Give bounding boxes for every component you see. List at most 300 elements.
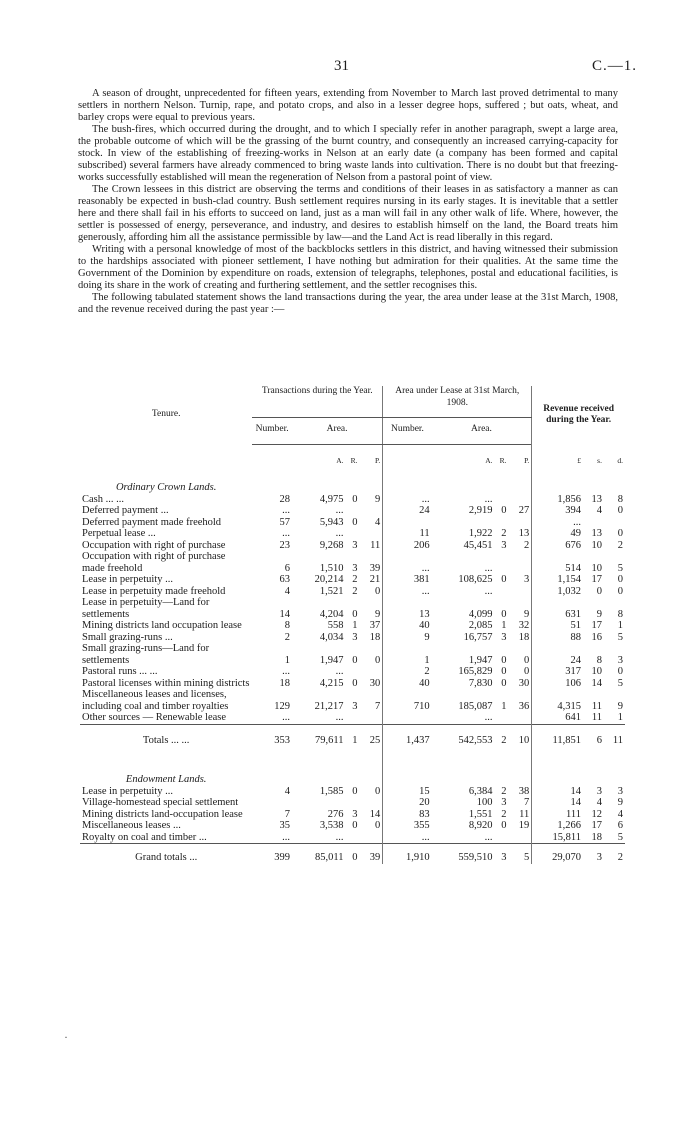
revenue-pence-cell: 0 bbox=[617, 585, 623, 597]
tenure-cell: Deferred payment ... bbox=[82, 505, 169, 516]
revenue-pounds-cell: 631 bbox=[532, 597, 583, 620]
lease-perches-cell: 36 bbox=[518, 700, 530, 712]
lease-perches-cell: 0 bbox=[524, 666, 530, 677]
transactions-number-cell: 353 bbox=[252, 724, 292, 758]
lease-acres-cell: 45,451 bbox=[463, 539, 493, 551]
unit-shillings: s. bbox=[597, 455, 602, 465]
table-row bbox=[80, 586, 625, 598]
table-row bbox=[80, 820, 625, 832]
lease-number-cell: 13 bbox=[383, 597, 432, 620]
transactions-acres-cell: 85,011 bbox=[292, 844, 346, 864]
unit-perches: P. bbox=[375, 455, 381, 465]
lease-acres-cell: ... bbox=[484, 493, 493, 505]
lease-number-cell: ... bbox=[383, 832, 432, 844]
revenue-pounds-cell: 15,811 bbox=[532, 832, 583, 844]
lease-perches-cell bbox=[509, 832, 532, 844]
lease-roods-cell bbox=[495, 551, 509, 574]
lease-acres-cell: 100 bbox=[476, 797, 493, 808]
transactions-acres-cell bbox=[292, 797, 346, 809]
transactions-roods-cell: 0 bbox=[352, 820, 358, 831]
header-revenue: Revenue received during the Year. bbox=[532, 386, 625, 444]
page-number: 31 bbox=[334, 58, 349, 74]
units-row bbox=[80, 444, 625, 466]
revenue-shillings-cell: 0 bbox=[596, 585, 602, 597]
revenue-pounds-cell: 14 bbox=[532, 786, 583, 798]
lease-number-cell: 15 bbox=[383, 786, 432, 798]
revenue-pence-cell: 2 bbox=[604, 844, 625, 864]
revenue-pence-cell: 5 bbox=[617, 677, 623, 689]
lease-roods-cell bbox=[495, 586, 509, 598]
lease-perches-cell: 0 bbox=[524, 654, 530, 666]
unit-roods: R. bbox=[499, 455, 507, 465]
transactions-perches-cell: 37 bbox=[369, 620, 381, 631]
table-row bbox=[80, 678, 625, 690]
revenue-shillings-cell: 10 bbox=[591, 666, 602, 677]
lease-acres-cell: 16,757 bbox=[463, 631, 493, 643]
transactions-number-cell: 63 bbox=[279, 574, 290, 585]
transactions-roods-cell bbox=[346, 797, 360, 809]
lease-number-cell bbox=[383, 712, 432, 724]
transactions-acres-cell: ... bbox=[335, 528, 344, 539]
lease-number-cell: 710 bbox=[383, 689, 432, 712]
lease-roods-cell: 2 bbox=[501, 528, 507, 539]
revenue-pence-cell: 0 bbox=[617, 505, 623, 516]
transactions-acres-cell: 3,538 bbox=[319, 820, 344, 831]
transactions-acres-cell: 1,521 bbox=[319, 585, 344, 597]
grand-totals-row bbox=[80, 844, 625, 864]
transactions-roods-cell: 0 bbox=[352, 608, 358, 620]
revenue-pence-cell: 9 bbox=[617, 700, 623, 712]
revenue-shillings-cell: 10 bbox=[591, 539, 602, 551]
lease-number-cell: 83 bbox=[383, 809, 432, 821]
revenue-shillings-cell: 17 bbox=[591, 574, 602, 585]
tenure-cell: Other sources — Renewable lease bbox=[82, 712, 227, 723]
revenue-shillings-cell bbox=[583, 517, 604, 529]
revenue-pence-cell: 8 bbox=[617, 608, 623, 620]
transactions-perches-cell: 30 bbox=[369, 677, 381, 689]
tenure-cell: Royalty on coal and timber ... bbox=[82, 831, 207, 843]
table-row bbox=[80, 597, 625, 620]
lease-number-cell: ... bbox=[383, 494, 432, 506]
transactions-number-cell: 4 bbox=[284, 785, 290, 797]
lease-roods-cell: 3 bbox=[501, 797, 507, 808]
revenue-shillings-cell: 3 bbox=[596, 785, 602, 797]
transactions-number-cell: 18 bbox=[279, 677, 290, 689]
lease-number-cell: 381 bbox=[383, 574, 432, 586]
transactions-acres-cell: 4,975 bbox=[319, 493, 344, 505]
revenue-pounds-cell: 394 bbox=[532, 505, 583, 517]
tenure-cell: Mining districts land occupation lease bbox=[82, 620, 242, 631]
revenue-pence-cell: 2 bbox=[617, 539, 623, 551]
lease-acres-cell: ... bbox=[484, 831, 493, 843]
revenue-pence-cell: 3 bbox=[617, 654, 623, 666]
lease-number-cell: 20 bbox=[383, 797, 432, 809]
lease-number-cell: 24 bbox=[383, 505, 432, 517]
lease-perches-cell: 27 bbox=[518, 505, 530, 516]
lease-acres-cell: 1,922 bbox=[468, 528, 493, 539]
table-row bbox=[80, 809, 625, 821]
transactions-acres-cell: 4,215 bbox=[319, 677, 344, 689]
tenure-cell: Small grazing-runs—Land for settlements bbox=[82, 643, 210, 666]
table-row bbox=[80, 551, 625, 574]
revenue-shillings-cell: 12 bbox=[591, 808, 602, 820]
revenue-shillings-cell: 13 bbox=[591, 493, 602, 505]
table-row bbox=[80, 797, 625, 809]
revenue-pence-cell: 3 bbox=[617, 785, 623, 797]
revenue-pounds-cell: 14 bbox=[532, 797, 583, 809]
transactions-roods-cell: 1 bbox=[346, 724, 360, 758]
section-ordinary-crown-lands-label: Ordinary Crown Lands. bbox=[115, 482, 217, 493]
transactions-roods-cell: 1 bbox=[352, 620, 358, 631]
transactions-number-cell: 7 bbox=[284, 808, 290, 820]
transactions-acres-cell: 1,585 bbox=[319, 785, 344, 797]
lease-acres-cell: ... bbox=[484, 585, 493, 597]
revenue-shillings-cell: 13 bbox=[591, 528, 602, 539]
revenue-pence-cell bbox=[604, 517, 625, 529]
tenure-cell: Lease in perpetuity made freehold bbox=[82, 585, 226, 597]
totals-row bbox=[80, 724, 625, 758]
tenure-cell: Totals ... ... bbox=[80, 724, 252, 758]
revenue-shillings-cell: 11 bbox=[591, 700, 602, 712]
revenue-shillings-cell: 9 bbox=[596, 608, 602, 620]
unit-roods: R. bbox=[350, 455, 358, 465]
lease-roods-cell: 3 bbox=[495, 844, 509, 864]
tenure-cell: Lease in perpetuity ... bbox=[82, 574, 173, 585]
transactions-acres-cell: 4,034 bbox=[319, 631, 344, 643]
paragraph-backblocks: Writing with a personal knowledge of most of the backblocks settlers in this district, and having witnessed their submission to the hardships associated with pioneer settlement, I have nothing but admiration for their qualities. At the same time the Government of the Dominion by expenditure on roads, extension of telegraphs, telephones, postal and educational facilities, is doing its share in the work of creating and furthering settlement, and the settler recognises this. bbox=[78, 244, 618, 291]
revenue-pounds-cell: ... bbox=[532, 517, 583, 529]
revenue-pence-cell: 0 bbox=[617, 574, 623, 585]
unit-perches: P. bbox=[524, 455, 530, 465]
revenue-shillings-cell: 4 bbox=[596, 797, 602, 808]
revenue-shillings-cell: 6 bbox=[583, 724, 604, 758]
lease-number-cell: 1,437 bbox=[383, 724, 432, 758]
transactions-perches-cell: 9 bbox=[375, 493, 381, 505]
lease-perches-cell: 2 bbox=[524, 539, 530, 551]
lease-roods-cell: 2 bbox=[501, 785, 507, 797]
transactions-number-cell: ... bbox=[282, 528, 290, 539]
transactions-perches-cell: 0 bbox=[375, 585, 381, 597]
lease-perches-cell: 13 bbox=[518, 528, 530, 539]
transactions-number-cell: 8 bbox=[284, 620, 290, 631]
tenure-cell: Small grazing-runs ... bbox=[82, 631, 173, 643]
lease-perches-cell bbox=[509, 712, 532, 724]
table-row bbox=[80, 666, 625, 678]
revenue-pounds-cell: 4,315 bbox=[532, 689, 583, 712]
header-tenure: Tenure. bbox=[151, 409, 181, 420]
transactions-acres-cell: 20,214 bbox=[314, 574, 344, 585]
revenue-shillings-cell: 17 bbox=[591, 620, 602, 631]
transactions-perches-cell: 39 bbox=[359, 844, 382, 864]
lease-roods-cell: 3 bbox=[501, 631, 507, 643]
unit-acres: A. bbox=[336, 455, 344, 465]
lease-roods-cell: 0 bbox=[501, 574, 507, 585]
transactions-acres-cell: ... bbox=[335, 505, 344, 516]
transactions-perches-cell: 0 bbox=[375, 654, 381, 666]
transactions-number-cell: 57 bbox=[279, 516, 290, 528]
transactions-roods-cell bbox=[346, 712, 360, 724]
section-endowment-lands-label: Endowment Lands. bbox=[125, 774, 207, 785]
transactions-number-cell: 6 bbox=[284, 562, 290, 574]
transactions-perches-cell: 9 bbox=[375, 608, 381, 620]
table-row bbox=[80, 832, 625, 844]
transactions-perches-cell bbox=[359, 505, 382, 517]
revenue-pounds-cell: 1,032 bbox=[532, 586, 583, 598]
tenure-cell: Pastoral licenses within mining districts bbox=[82, 677, 250, 689]
revenue-pounds-cell: 641 bbox=[532, 712, 583, 724]
table-row bbox=[80, 712, 625, 724]
transactions-roods-cell: 2 bbox=[352, 585, 358, 597]
transactions-roods-cell: 2 bbox=[352, 574, 358, 585]
transactions-acres-cell: 21,217 bbox=[314, 700, 344, 712]
lease-perches-cell: 5 bbox=[509, 844, 532, 864]
paragraph-drought: A season of drought, unprecedented for fifteen years, extending from November to March last proved detrimental to many settlers in northern Nelson. Turnip, rape, and potato crops, and also in a lesser degree hops, suffered ; but oats, wheat, and barley crops were equal to previous years. bbox=[78, 88, 618, 123]
paragraph-table-intro: The following tabulated statement shows the land transactions during the year, the area under lease at the 31st March, 1908, and the revenue received during the past year :— bbox=[78, 292, 618, 315]
revenue-pounds-cell: 676 bbox=[532, 540, 583, 552]
lease-acres-cell: 2,919 bbox=[468, 505, 493, 516]
transactions-perches-cell bbox=[359, 712, 382, 724]
lease-perches-cell bbox=[509, 517, 532, 529]
lease-number-cell: 1,910 bbox=[383, 844, 432, 864]
unit-acres: A. bbox=[485, 455, 493, 465]
transactions-perches-cell: 7 bbox=[375, 700, 381, 712]
revenue-pence-cell: 6 bbox=[617, 820, 623, 831]
transactions-acres-cell: 4,204 bbox=[319, 608, 344, 620]
paragraph-crown-lessees: The Crown lessees in this district are observing the terms and conditions of their leases in as satisfactory a manner as can reasonably be expected in bush-clad country. Bush settlement requires nursing in its early stages. It is inevitable that a settler here and there shall fail in his efforts to succeed on land, just as a man will fail in any other walk of life. Where, however, the settler is possessed of energy, perseverance, and industry, and desires to establish himself on the land, the Board treats him generously, affording him all the assistance permissible by law—and the Land Act is read liberally in this regard. bbox=[78, 184, 618, 243]
revenue-pounds-cell: 11,851 bbox=[532, 724, 583, 758]
tenure-cell: Miscellaneous leases and licenses, including coal and timber royalties bbox=[82, 689, 229, 712]
transactions-perches-cell bbox=[359, 528, 382, 540]
header-area-under-lease: Area under Lease at 31st March, 1908. bbox=[383, 386, 532, 418]
tenure-cell: Miscellaneous leases ... bbox=[82, 820, 181, 831]
transactions-roods-cell: 0 bbox=[352, 516, 358, 528]
body-text bbox=[78, 88, 618, 316]
transactions-roods-cell: 3 bbox=[352, 539, 358, 551]
table-row bbox=[80, 786, 625, 798]
transactions-number-cell: ... bbox=[282, 666, 290, 677]
lease-perches-cell: 19 bbox=[518, 820, 530, 831]
tenure-cell: Pastoral runs ... ... bbox=[82, 666, 158, 677]
transactions-perches-cell: 0 bbox=[375, 785, 381, 797]
lease-roods-cell: 3 bbox=[501, 539, 507, 551]
transactions-number-cell: 129 bbox=[274, 700, 290, 712]
lease-perches-cell bbox=[509, 551, 532, 574]
transactions-perches-cell bbox=[359, 666, 382, 678]
transactions-number-cell bbox=[252, 797, 292, 809]
revenue-pounds-cell: 514 bbox=[532, 551, 583, 574]
header-lease-area: Area. bbox=[432, 418, 532, 445]
lease-roods-cell bbox=[495, 494, 509, 506]
lease-perches-cell: 3 bbox=[524, 574, 530, 585]
lease-acres-cell bbox=[432, 517, 495, 529]
transactions-perches-cell bbox=[359, 832, 382, 844]
table-row bbox=[80, 494, 625, 506]
transactions-number-cell: 2 bbox=[284, 631, 290, 643]
lease-roods-cell: 2 bbox=[501, 808, 507, 820]
lease-roods-cell: 0 bbox=[501, 666, 507, 677]
revenue-pounds-cell: 29,070 bbox=[532, 844, 583, 864]
transactions-roods-cell bbox=[346, 528, 360, 540]
lease-roods-cell bbox=[495, 712, 509, 724]
revenue-pence-cell: 4 bbox=[617, 808, 623, 820]
lease-number-cell: 11 bbox=[383, 528, 432, 540]
transactions-acres-cell: 79,611 bbox=[292, 724, 346, 758]
transactions-roods-cell: 0 bbox=[346, 844, 360, 864]
lease-acres-cell: 165,829 bbox=[458, 666, 493, 677]
lease-roods-cell: 2 bbox=[495, 724, 509, 758]
lease-number-cell: 206 bbox=[383, 540, 432, 552]
lease-roods-cell bbox=[495, 517, 509, 529]
transactions-acres-cell: 276 bbox=[327, 808, 344, 820]
lease-perches-cell: 32 bbox=[518, 620, 530, 631]
lease-perches-cell: 30 bbox=[518, 677, 530, 689]
transactions-number-cell: ... bbox=[282, 712, 290, 723]
revenue-pounds-cell: 1,856 bbox=[532, 494, 583, 506]
unit-pounds: £ bbox=[532, 444, 583, 466]
revenue-pounds-cell: 88 bbox=[532, 632, 583, 644]
transactions-roods-cell: 0 bbox=[352, 785, 358, 797]
section-endowment-lands bbox=[80, 758, 625, 786]
transactions-acres-cell: 558 bbox=[327, 620, 344, 631]
lease-perches-cell bbox=[509, 494, 532, 506]
header-transactions: Transactions during the Year. bbox=[252, 386, 382, 418]
header-transactions-area: Area. bbox=[292, 418, 383, 445]
lease-number-cell: 355 bbox=[383, 820, 432, 832]
transactions-perches-cell bbox=[359, 797, 382, 809]
revenue-shillings-cell: 14 bbox=[591, 677, 602, 689]
header-lease-number: Number. bbox=[383, 418, 432, 445]
lease-acres-cell: 108,625 bbox=[458, 574, 493, 585]
unit-pence: d. bbox=[617, 455, 623, 465]
revenue-pence-cell: 11 bbox=[604, 724, 625, 758]
lease-number-cell: 40 bbox=[383, 678, 432, 690]
lease-perches-cell: 18 bbox=[518, 631, 530, 643]
revenue-shillings-cell: 8 bbox=[596, 654, 602, 666]
transactions-perches-cell: 18 bbox=[369, 631, 381, 643]
transactions-perches-cell: 39 bbox=[369, 562, 381, 574]
lease-acres-cell: 2,085 bbox=[468, 620, 493, 631]
tenure-cell: Occupation with right of purchase bbox=[82, 539, 226, 551]
lease-perches-cell bbox=[509, 586, 532, 598]
transactions-acres-cell: 1,947 bbox=[319, 654, 344, 666]
transactions-number-cell: ... bbox=[282, 505, 290, 516]
revenue-pounds-cell: 317 bbox=[532, 666, 583, 678]
table-row bbox=[80, 517, 625, 529]
lease-acres-cell: 559,510 bbox=[432, 844, 495, 864]
table-row bbox=[80, 528, 625, 540]
lease-number-cell: 40 bbox=[383, 620, 432, 632]
transactions-roods-cell: 3 bbox=[352, 562, 358, 574]
revenue-pence-cell: 5 bbox=[617, 831, 623, 843]
revenue-pence-cell: 9 bbox=[617, 797, 623, 808]
transactions-number-cell: 23 bbox=[279, 539, 290, 551]
transactions-roods-cell bbox=[346, 666, 360, 678]
lease-acres-cell: 1,947 bbox=[468, 654, 493, 666]
transactions-perches-cell: 4 bbox=[375, 516, 381, 528]
lease-acres-cell: 6,384 bbox=[468, 785, 493, 797]
lease-acres-cell: 4,099 bbox=[468, 608, 493, 620]
transactions-acres-cell: ... bbox=[335, 712, 344, 723]
tenure-cell: Occupation with right of purchase made freehold bbox=[82, 551, 226, 574]
transactions-roods-cell: 0 bbox=[352, 493, 358, 505]
lease-perches-cell: 10 bbox=[509, 724, 532, 758]
transactions-perches-cell: 0 bbox=[375, 820, 381, 831]
lease-perches-cell: 9 bbox=[524, 608, 530, 620]
revenue-pence-cell: 0 bbox=[617, 666, 623, 677]
table-row bbox=[80, 505, 625, 517]
revenue-pence-cell: 0 bbox=[617, 528, 623, 539]
revenue-pounds-cell: 51 bbox=[532, 620, 583, 632]
table-row bbox=[80, 632, 625, 644]
lease-roods-cell: 0 bbox=[501, 820, 507, 831]
section-ordinary-crown-lands bbox=[80, 466, 625, 494]
transactions-roods-cell: 3 bbox=[352, 631, 358, 643]
land-transactions-table bbox=[80, 386, 625, 864]
lease-number-cell: ... bbox=[383, 551, 432, 574]
lease-acres-cell: 542,553 bbox=[432, 724, 495, 758]
lease-roods-cell: 0 bbox=[501, 677, 507, 689]
table-row bbox=[80, 689, 625, 712]
transactions-number-cell: 14 bbox=[279, 608, 290, 620]
revenue-pence-cell: 5 bbox=[617, 631, 623, 643]
transactions-perches-cell: 21 bbox=[369, 574, 381, 585]
tenure-cell: Village-homestead special settlement bbox=[82, 797, 239, 808]
transactions-roods-cell bbox=[346, 505, 360, 517]
revenue-shillings-cell: 11 bbox=[591, 712, 602, 723]
transactions-perches-cell: 11 bbox=[370, 539, 381, 551]
tenure-cell: Perpetual lease ... bbox=[82, 528, 156, 539]
lease-roods-cell: 1 bbox=[501, 700, 507, 712]
revenue-pence-cell: 5 bbox=[617, 562, 623, 574]
tenure-cell: Lease in perpetuity ... bbox=[82, 785, 173, 797]
revenue-pounds-cell: 1,266 bbox=[532, 820, 583, 832]
lease-roods-cell bbox=[495, 832, 509, 844]
revenue-pence-cell: 8 bbox=[617, 493, 623, 505]
transactions-roods-cell: 3 bbox=[352, 808, 358, 820]
lease-roods-cell: 0 bbox=[501, 505, 507, 516]
lease-number-cell: 1 bbox=[383, 643, 432, 666]
transactions-acres-cell: 9,268 bbox=[319, 539, 344, 551]
lease-acres-cell: ... bbox=[484, 712, 493, 723]
tenure-cell: Grand totals ... bbox=[80, 844, 252, 864]
document-reference: C.—1. bbox=[592, 58, 638, 74]
lease-acres-cell: 1,551 bbox=[468, 808, 493, 820]
lease-roods-cell: 0 bbox=[501, 654, 507, 666]
table-row bbox=[80, 540, 625, 552]
lease-acres-cell: 8,920 bbox=[468, 820, 493, 831]
revenue-pounds-cell: 106 bbox=[532, 678, 583, 690]
transactions-number-cell: 35 bbox=[279, 820, 290, 831]
lease-perches-cell: 11 bbox=[519, 808, 530, 820]
header-transactions-number: Number. bbox=[252, 418, 292, 445]
lease-number-cell: ... bbox=[383, 586, 432, 598]
lease-acres-cell: 7,830 bbox=[468, 677, 493, 689]
revenue-shillings-cell: 10 bbox=[591, 562, 602, 574]
revenue-pence-cell: 1 bbox=[617, 712, 623, 723]
transactions-number-cell: 399 bbox=[252, 844, 292, 864]
paragraph-bush-fires: The bush-fires, which occurred during the drought, and to which I specially refer in another paragraph, swept a large area, the probable outcome of which will be the grassing of the burnt country, and consequently an increased carrying-capacity for stock. In view of the establishing of freezing-works in Nelson at an early date (a company has been formed and capital subscribed) several farmers have already commenced to bring waste lands into cultivation. There is no doubt but that freezing-works successfully established will mean the regeneration of Nelson from a pastoral point of view. bbox=[78, 124, 618, 183]
transactions-acres-cell: ... bbox=[335, 831, 344, 843]
tenure-cell: Deferred payment made freehold bbox=[82, 516, 222, 528]
transactions-roods-cell: 3 bbox=[352, 700, 358, 712]
transactions-perches-cell: 14 bbox=[369, 808, 381, 820]
revenue-pounds-cell: 49 bbox=[532, 528, 583, 540]
lease-acres-cell: 185,087 bbox=[458, 700, 493, 712]
transactions-number-cell: 4 bbox=[284, 585, 290, 597]
revenue-shillings-cell: 18 bbox=[591, 831, 602, 843]
tenure-cell: Lease in perpetuity—Land for settlements bbox=[82, 597, 210, 620]
tenure-cell: Cash ... ... bbox=[82, 493, 124, 505]
